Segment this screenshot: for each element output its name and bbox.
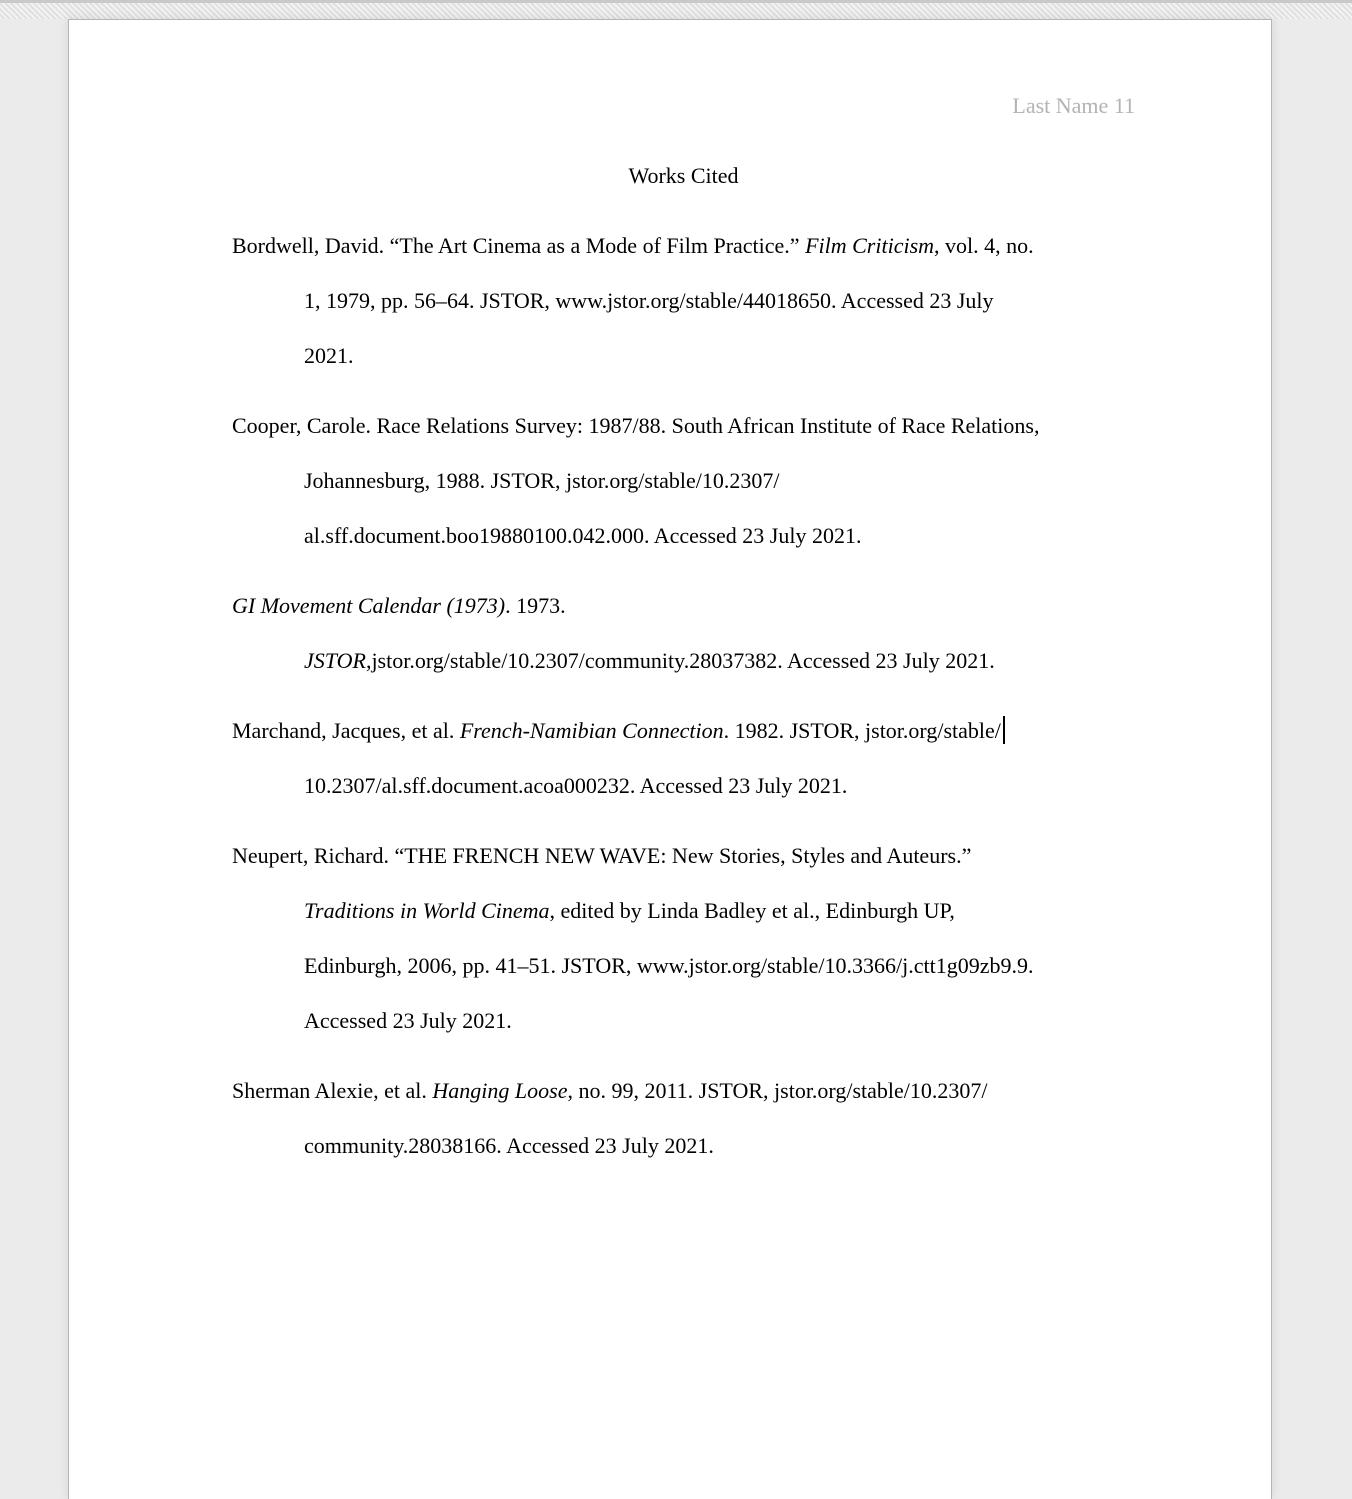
- citation-line[interactable]: [232, 993, 1135, 1048]
- citation-line[interactable]: [232, 633, 1135, 688]
- citation-list: [232, 218, 1135, 1173]
- citation-line[interactable]: [232, 453, 1135, 508]
- text-cursor: [1003, 716, 1005, 744]
- citation-text: ,jstor.org/stable/10.2307/community.28037382. Accessed 23 July 2021.: [365, 648, 995, 673]
- citation-line[interactable]: [232, 398, 1135, 453]
- citation-line[interactable]: [232, 703, 1135, 758]
- citation-line[interactable]: [232, 508, 1135, 563]
- citation-text: , vol. 4, no.: [934, 233, 1034, 258]
- citation-text: community.28038166. Accessed 23 July 2021.: [304, 1133, 714, 1158]
- citation-line[interactable]: [232, 218, 1135, 273]
- citation-text-italic: Film Criticism: [805, 233, 935, 258]
- citation-text: al.sff.document.boo19880100.042.000. Accessed 23 July 2021.: [304, 523, 862, 548]
- citation-text-italic: French-Namibian Connection: [459, 718, 724, 743]
- citation-text: Cooper, Carole. Race Relations Survey: 1987/88. South African Institute of Race Relations,: [232, 413, 1040, 438]
- window-top-edge: [0, 0, 1352, 19]
- citation-text: Johannesburg, 1988. JSTOR, jstor.org/stable/10.2307/: [304, 468, 780, 493]
- citation-text: Neupert, Richard. “THE FRENCH NEW WAVE: New Stories, Styles and Auteurs.”: [232, 843, 972, 868]
- citation-line[interactable]: [232, 758, 1135, 813]
- citation-text: , no. 99, 2011. JSTOR, jstor.org/stable/10.2307/: [567, 1078, 988, 1103]
- citation-text: Edinburgh, 2006, pp. 41–51. JSTOR, www.jstor.org/stable/10.3366/j.ctt1g09zb9.9.: [304, 953, 1034, 978]
- citation-entry[interactable]: [232, 1063, 1135, 1173]
- citation-text-italic: GI Movement Calendar (1973): [232, 593, 506, 618]
- citation-line[interactable]: [232, 273, 1135, 328]
- citation-line[interactable]: [232, 828, 1135, 883]
- citation-line[interactable]: [232, 1118, 1135, 1173]
- citation-text: . 1982. JSTOR, jstor.org/stable/: [723, 718, 1001, 743]
- citation-entry[interactable]: [232, 703, 1135, 813]
- works-cited-title[interactable]: Works Cited: [628, 163, 739, 188]
- citation-text: 2021.: [304, 343, 354, 368]
- citation-entry[interactable]: [232, 578, 1135, 688]
- citation-text: 1, 1979, pp. 56–64. JSTOR, www.jstor.org/stable/44018650. Accessed 23 July: [304, 288, 994, 313]
- citation-text: Bordwell, David. “The Art Cinema as a Mode of Film Practice.”: [232, 233, 806, 258]
- citation-text-italic: Hanging Loose: [432, 1078, 568, 1103]
- citation-text: , edited by Linda Badley et al., Edinburgh UP,: [549, 898, 955, 923]
- citation-entry[interactable]: [232, 398, 1135, 563]
- citation-entry[interactable]: [232, 828, 1135, 1048]
- citation-text-italic: Traditions in World Cinema: [304, 898, 550, 923]
- citation-line[interactable]: [232, 1063, 1135, 1118]
- citation-text: Accessed 23 July 2021.: [304, 1008, 512, 1033]
- citation-entry[interactable]: [232, 218, 1135, 383]
- citation-text: . 1973.: [505, 593, 566, 618]
- citation-line[interactable]: [232, 328, 1135, 383]
- page-header-text[interactable]: Last Name 11: [1012, 93, 1135, 118]
- citation-line[interactable]: [232, 883, 1135, 938]
- citation-text: Marchand, Jacques, et al.: [232, 718, 460, 743]
- citation-line[interactable]: [232, 938, 1135, 993]
- citation-text-italic: JSTOR: [304, 648, 366, 673]
- citation-line[interactable]: [232, 578, 1135, 633]
- document-page[interactable]: [68, 19, 1272, 1499]
- citation-text: 10.2307/al.sff.document.acoa000232. Accessed 23 July 2021.: [304, 773, 848, 798]
- citation-text: Sherman Alexie, et al.: [232, 1078, 433, 1103]
